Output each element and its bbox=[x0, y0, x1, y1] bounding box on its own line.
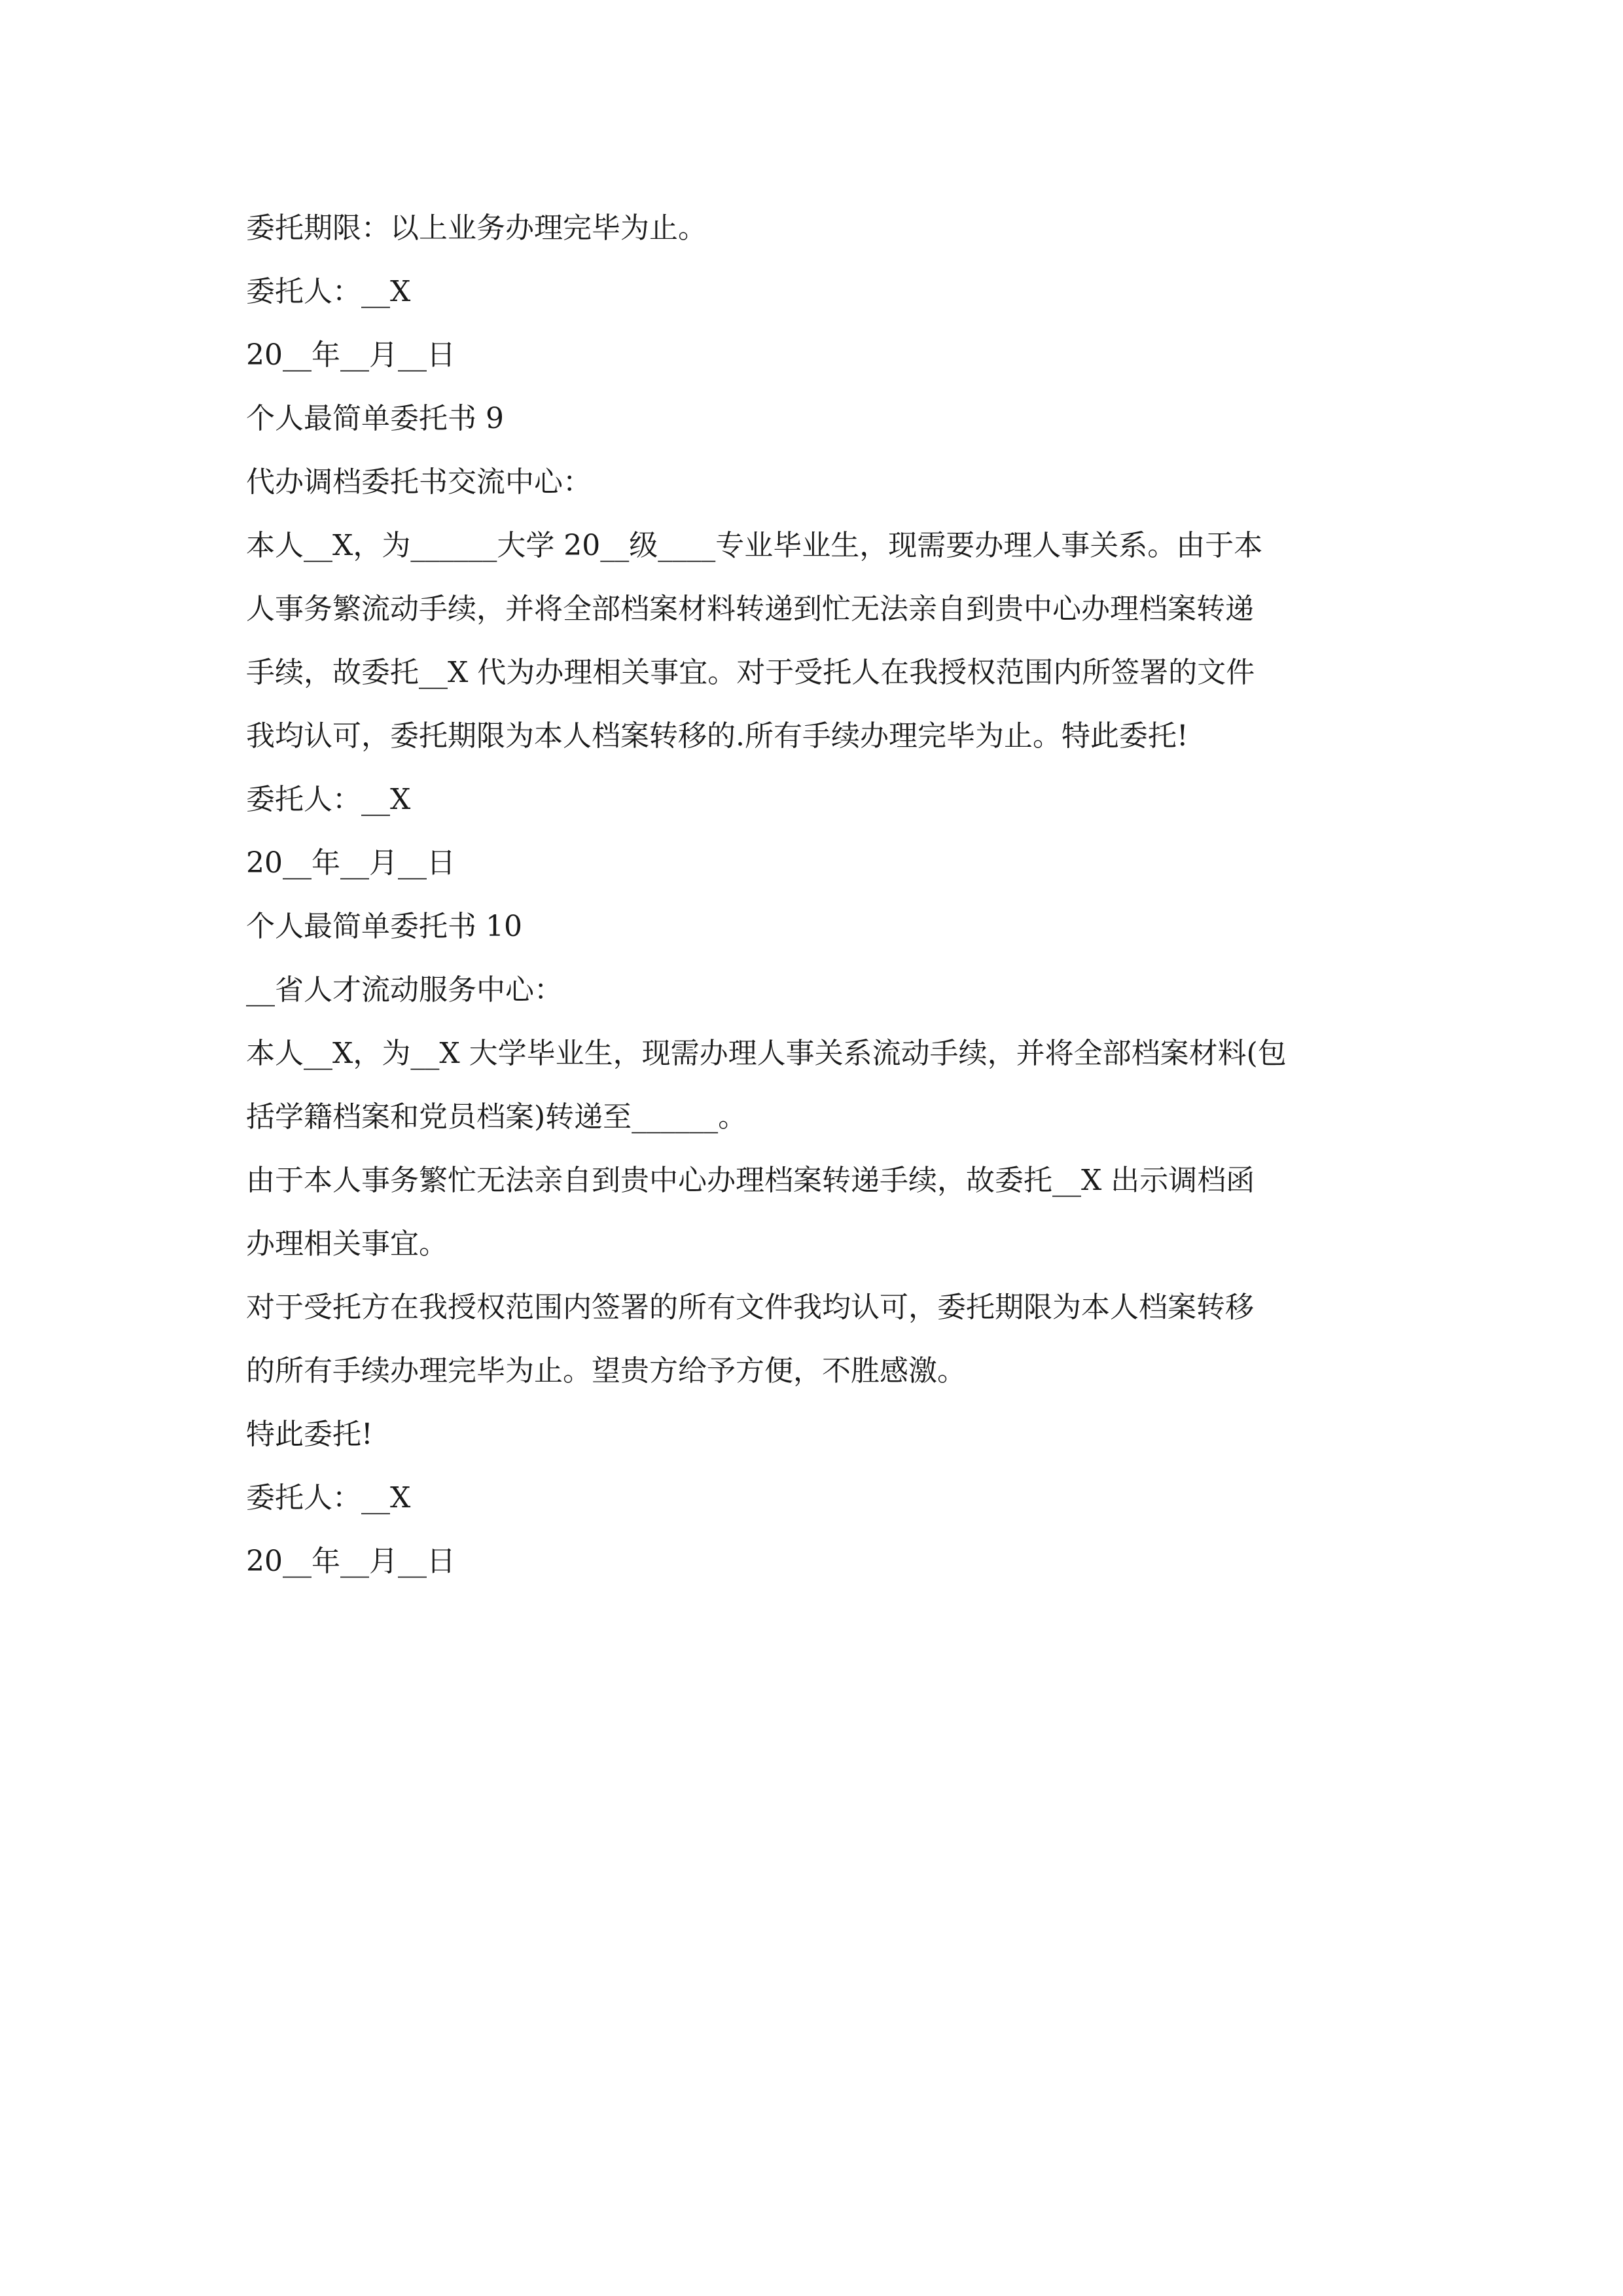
section-title-9: 个人最简单委托书 9 bbox=[246, 402, 504, 435]
date-line: 20__年__月__日 bbox=[246, 846, 455, 880]
body-text-line: 括学籍档案和党员档案)转递至______。 bbox=[246, 1100, 747, 1134]
principal-signature-line: 委托人：__X bbox=[246, 275, 411, 308]
section-title-10: 个人最简单委托书 10 bbox=[246, 910, 522, 943]
body-text-line: 人事务繁流动手续，并将全部档案材料转递到忙无法亲自到贵中心办理档案转递 bbox=[246, 592, 1254, 626]
addressee-line: __省人才流动服务中心： bbox=[246, 973, 563, 1007]
document-body bbox=[246, 196, 1385, 1593]
entrust-period-line: 委托期限：以上业务办理完毕为止。 bbox=[246, 211, 707, 245]
addressee-line: 代办调档委托书交流中心： bbox=[246, 465, 592, 499]
body-text-line: 办理相关事宜。 bbox=[246, 1227, 448, 1261]
body-text-line: 本人__X，为______大学 20__级____专业毕业生，现需要办理人事关系。由于本 bbox=[246, 529, 1263, 562]
closing-line: 特此委托! bbox=[246, 1418, 373, 1451]
principal-signature-line: 委托人：__X bbox=[246, 783, 411, 816]
date-line: 20__年__月__日 bbox=[246, 338, 455, 372]
body-text-line: 手续，故委托__X 代为办理相关事宜。对于受托人在我授权范围内所签署的文件 bbox=[246, 656, 1255, 689]
body-text-line: 本人__X，为__X 大学毕业生，现需办理人事关系流动手续，并将全部档案材料(包 bbox=[246, 1037, 1287, 1070]
date-line: 20__年__月__日 bbox=[246, 1545, 455, 1578]
body-text-line: 对于受托方在我授权范围内签署的所有文件我均认可，委托期限为本人档案转移 bbox=[246, 1291, 1254, 1324]
body-text-line: 我均认可，委托期限为本人档案转移的.所有手续办理完毕为止。特此委托! bbox=[246, 719, 1188, 753]
principal-signature-line: 委托人：__X bbox=[246, 1481, 411, 1515]
body-text-line: 的所有手续办理完毕为止。望贵方给予方便，不胜感激。 bbox=[246, 1354, 966, 1388]
body-text-line: 由于本人事务繁忙无法亲自到贵中心办理档案转递手续，故委托__X 出示调档函 bbox=[246, 1164, 1255, 1197]
